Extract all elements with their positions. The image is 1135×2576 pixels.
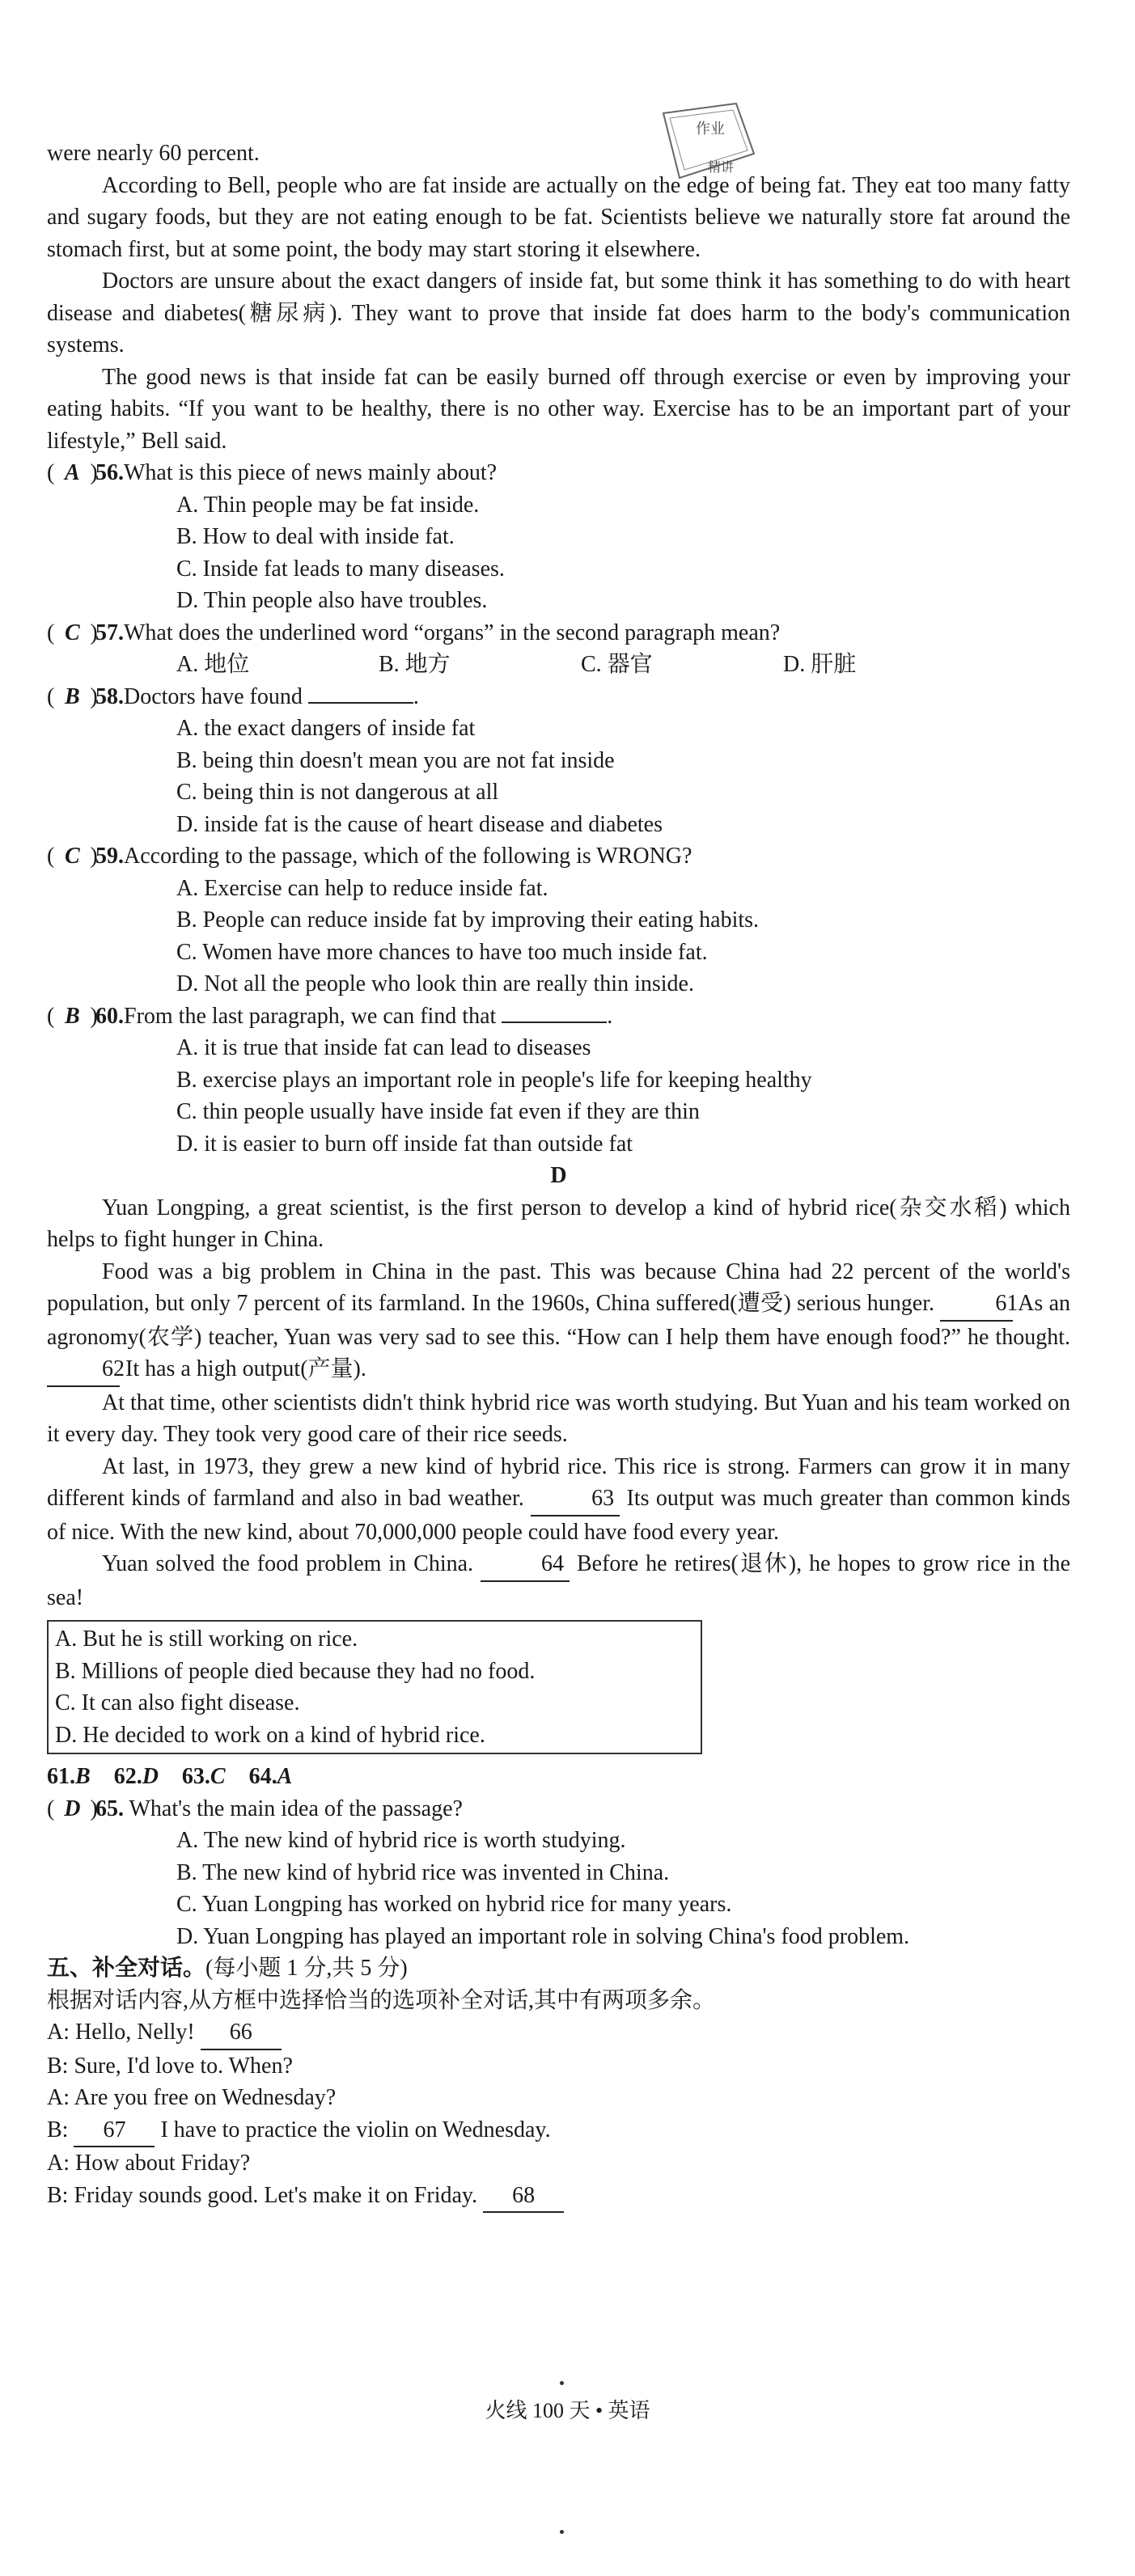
dialogue-blank[interactable]: 68 — [483, 2180, 564, 2214]
option: D. 肝脏 — [783, 652, 857, 677]
question-text: What does the underlined word “organs” in the second paragraph mean? — [124, 620, 781, 645]
question-number: 59. — [95, 844, 124, 869]
option: B. exercise plays an important role in people's life for keeping healthy — [176, 1067, 812, 1093]
question-item: ( C ) 59.According to the passage, which of the following is WRONG? — [47, 840, 1070, 873]
d-text: It has a high output(产量). — [125, 1356, 366, 1381]
option: C. Yuan Longping has worked on hybrid rice for many years. — [176, 1892, 732, 1917]
dialogue-line — [47, 2147, 1070, 2180]
d-para-1: Yuan Longping, a great scientist, is the first person to develop a kind of hybrid rice(杂交水稻) which helps to fight hunger in China. — [47, 1195, 1070, 1252]
dialogue-blank[interactable]: 66 — [201, 2016, 282, 2050]
blank-63[interactable]: 63 — [531, 1483, 620, 1516]
decor-dot — [560, 2530, 564, 2534]
dialogue-blank[interactable]: 67 — [74, 2114, 155, 2148]
option: C. Inside fat leads to many diseases. — [176, 556, 505, 582]
answer-65[interactable]: D — [64, 1796, 81, 1821]
blank-61[interactable]: 61 — [940, 1288, 1013, 1322]
blank-64[interactable]: 64 — [481, 1548, 570, 1582]
d-para-4 — [47, 1451, 1070, 1549]
question-text: Doctors have found — [124, 683, 303, 709]
box-option: D. He decided to work on a kind of hybrid rice. — [55, 1722, 485, 1748]
option: D. Thin people also have troubles. — [176, 588, 488, 613]
option: A. the exact dangers of inside fat — [176, 716, 476, 741]
dialogue-text: A: Are you free on Wednesday? — [47, 2085, 337, 2110]
answer-letter: C — [210, 1764, 226, 1789]
question-65: ( D ) 65. What's the main idea of the passage? — [47, 1793, 1070, 1825]
box-option: B. Millions of people died because they had no food. — [55, 1658, 536, 1684]
answer-num: 63. — [181, 1764, 210, 1789]
question-number: 57. — [95, 620, 124, 645]
section-5-note: (每小题 1 分,共 5 分) — [205, 1956, 408, 1981]
dialogue-line — [47, 2050, 1070, 2083]
d-para-2 — [47, 1256, 1070, 1387]
option: C. 器官 — [581, 652, 653, 677]
box-option: A. But he is still working on rice. — [55, 1626, 358, 1652]
decor-dot — [560, 2381, 564, 2385]
question-item: ( B ) 60.From the last paragraph, we can find that . — [47, 1000, 1070, 1033]
answer-blank[interactable] — [502, 1022, 607, 1023]
option: A. it is true that inside fat can lead to diseases — [176, 1035, 591, 1060]
dialogue-line — [47, 2016, 1070, 2050]
dialogue-line — [47, 2082, 1070, 2114]
stamp-text-1: 作业 — [696, 121, 725, 137]
question-number: 56. — [95, 460, 124, 485]
d-text: Yuan solved the food problem in China. — [102, 1551, 474, 1576]
answer-num: 62. — [113, 1764, 142, 1789]
question-text: What is this piece of news mainly about? — [124, 460, 498, 485]
option: A. The new kind of hybrid rice is worth studying. — [176, 1828, 626, 1853]
blank-62[interactable]: 62 — [47, 1353, 120, 1387]
option: A. 地位 — [176, 652, 250, 677]
answer-choice[interactable]: C — [64, 844, 80, 869]
answer-letter: B — [75, 1764, 91, 1789]
qnum-65: 65. — [95, 1796, 124, 1821]
answer-num: 64. — [248, 1764, 277, 1789]
question-text: What's the main idea of the passage? — [129, 1796, 463, 1821]
d-text: At last, in 1973, they grew a new kind of hybrid rice. This rice is strong. Farmers can grow it in many different kinds of farmland and also in bad weather. — [47, 1453, 1070, 1511]
passage-c-para: The good news is that inside fat can be easily burned off through exercise or even by improving your eating habits. “If you want to be healthy, there is no other way. Exercise has to be an important part of your lifestyle,” Bell said. — [47, 364, 1070, 454]
question-text: According to the passage, which of the following is WRONG? — [124, 844, 692, 869]
question-text: From the last paragraph, we can find that — [124, 1003, 497, 1029]
option: B. People can reduce inside fat by improving their eating habits. — [176, 907, 760, 933]
section-5-title — [47, 1952, 1070, 1985]
d-para-3: At that time, other scientists didn't think hybrid rice was worth studying. But Yuan and his team worked on it every day. They took very good care of their rice seeds. — [47, 1390, 1070, 1447]
section-5-instructions: 根据对话内容,从方框中选择恰当的选项补全对话,其中有两项多余。 — [47, 1987, 716, 2013]
d-text: As an agronomy(农学) teacher, Yuan was very sad to see this. “How can I help them have enough food?” he thought. — [47, 1291, 1071, 1350]
option: B. being thin doesn't mean you are not fat inside — [176, 747, 615, 773]
answer-blank[interactable] — [308, 702, 413, 704]
answer-choice[interactable]: C — [64, 620, 80, 645]
dialogue-text: A: How about Friday? — [47, 2151, 251, 2176]
dialogue — [47, 2016, 1070, 2213]
option: C. Women have more chances to have too much inside fat. — [176, 939, 708, 965]
answer-line — [47, 1761, 1070, 1793]
page-content — [47, 137, 1070, 2213]
d-text: Its output was much greater than common kinds of nice. With the new kind, about 70,000,000 people could have food every year. — [47, 1486, 1071, 1545]
question-list — [47, 457, 1070, 1160]
answer-letter: D — [142, 1764, 159, 1789]
page-footer: 火线 100 天 • 英语 — [485, 2399, 650, 2422]
options-box — [47, 1620, 702, 1754]
question-item: ( C ) 57.What does the underlined word “organs” in the second paragraph mean? — [47, 617, 1070, 649]
dialogue-text: B: — [47, 2117, 69, 2142]
option-row — [176, 649, 1070, 681]
option: A. Thin people may be fat inside. — [176, 492, 480, 518]
dialogue-text: B: Sure, I'd love to. When? — [47, 2053, 293, 2079]
answer-letter: A — [277, 1764, 293, 1789]
question-number: 58. — [95, 683, 124, 709]
option: B. The new kind of hybrid rice was invented in China. — [176, 1859, 670, 1885]
dialogue-line — [47, 2114, 1070, 2148]
option: B. How to deal with inside fat. — [176, 524, 455, 549]
box-option: C. It can also fight disease. — [55, 1690, 300, 1715]
dialogue-text: B: Friday sounds good. Let's make it on Friday. — [47, 2182, 478, 2208]
option: A. Exercise can help to reduce inside fat. — [176, 875, 548, 901]
option: D. Yuan Longping has played an important role in solving China's food problem. — [176, 1923, 910, 1949]
question-item: ( A ) 56.What is this piece of news mainly about? — [47, 457, 1070, 489]
passage-c-para: According to Bell, people who are fat inside are actually on the edge of being fat. They eat too many fatty and sugary foods, but they are not eating enough to be fat. Scientists believe we naturally store fat around the stomach first, but at some point, the body may start storing it elsewhere. — [47, 172, 1070, 262]
answer-num: 61. — [47, 1764, 75, 1789]
dialogue-text: A: Hello, Nelly! — [47, 2020, 195, 2045]
stamp-text-2: 精讲 — [708, 159, 735, 175]
passage-c-line: were nearly 60 percent. — [47, 141, 260, 166]
answer-choice[interactable]: A — [64, 460, 80, 485]
d-text: Food was a big problem in China in the past. This was because China had 22 percent of the world's population, but only 7 percent of its farmland. In the 1960s, China suffered(遭受) serious hunger. — [47, 1258, 1070, 1316]
passage-c-para: Doctors are unsure about the exact dangers of inside fat, but some think it has something to do with heart disease and diabetes(糖尿病). They want to prove that inside fat does harm to the body's communication systems. — [47, 269, 1070, 357]
dialogue-text: I have to practice the violin on Wednesday. — [160, 2117, 551, 2142]
option: D. it is easier to burn off inside fat than outside fat — [176, 1131, 633, 1157]
answer-choice[interactable]: B — [64, 1003, 80, 1029]
option: D. inside fat is the cause of heart disease and diabetes — [176, 811, 663, 837]
option: B. 地方 — [379, 652, 451, 677]
dialogue-line — [47, 2180, 1070, 2214]
section-5-heading: 五、补全对话。 — [47, 1956, 206, 1981]
answer-choice[interactable]: B — [64, 683, 80, 709]
option: C. thin people usually have inside fat even if they are thin — [176, 1099, 700, 1124]
d-text: Before he retires(退休), he hopes to grow rice in the sea! — [47, 1551, 1070, 1610]
section-d-title: D — [550, 1163, 567, 1188]
question-item: ( B ) 58.Doctors have found . — [47, 681, 1070, 713]
option: D. Not all the people who look thin are really thin inside. — [176, 971, 694, 996]
option: C. being thin is not dangerous at all — [176, 780, 499, 805]
d-para-5 — [47, 1548, 1070, 1614]
question-number: 60. — [95, 1003, 124, 1029]
